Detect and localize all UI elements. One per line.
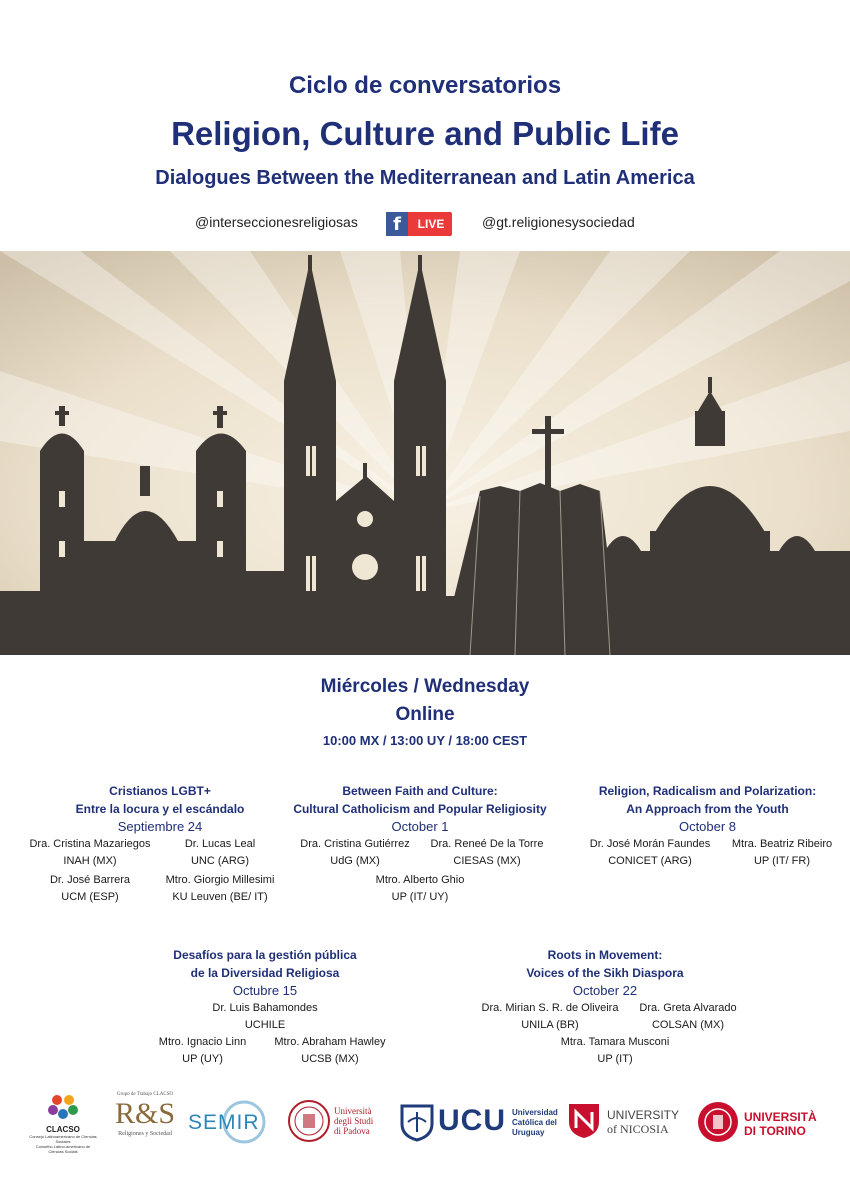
session-1: [40, 782, 280, 836]
speaker-name: Mtro. Alberto Ghio: [375, 874, 465, 886]
speaker-name: Dra. Cristina Gutiérrez: [300, 838, 410, 850]
nicosia-shield-icon: [567, 1102, 601, 1140]
clacso-name: CLACSO: [46, 1125, 80, 1134]
padova-line3: di Padova: [334, 1126, 370, 1136]
session-date: October 22: [572, 983, 638, 998]
clacso-sub2: Conselho Latino-americano de Ciências Sociais: [35, 1144, 91, 1154]
session-title-line2: Voices of the Sikh Diaspora: [526, 966, 684, 980]
speaker-name: Dr. Luis Bahamondes: [212, 1002, 318, 1014]
ucu-line1: Universidad: [512, 1108, 558, 1117]
speaker-affiliation: UCM (ESP): [61, 891, 119, 903]
rs-top: Grupo de Trabajo CLACSO: [116, 1092, 174, 1097]
padova-seal-icon: [288, 1098, 330, 1144]
speaker-name: Dra. Reneé De la Torre: [430, 838, 544, 850]
ucu-full-name: [512, 1108, 558, 1138]
session-date: October 1: [391, 819, 449, 834]
rs-mark: R&S: [114, 1097, 176, 1130]
semir-name: SEMIR: [188, 1111, 260, 1134]
event-time: 10:00 MX / 13:00 UY / 18:00 CEST: [322, 733, 528, 748]
speaker-name: Dra. Cristina Mazariegos: [29, 838, 151, 850]
clacso-sub1: Consejo Latinoamericano de Ciencias Sociales: [29, 1134, 97, 1144]
speaker-affiliation: UNC (ARG): [190, 855, 250, 867]
session-date: Septiembre 24: [117, 819, 203, 834]
live-label: LIVE: [417, 217, 445, 231]
session-title-line2: de la Diversidad Religiosa: [190, 966, 340, 980]
speaker-affiliation: KU Leuven (BE/ IT): [172, 891, 268, 903]
facebook-live-badge[interactable]: [386, 212, 452, 236]
session-title-line2: Cultural Catholicism and Popular Religiosity: [293, 802, 547, 816]
instagram-handle[interactable]: @interseccionesreligiosas: [195, 214, 358, 230]
cathedral-skyline-illustration: [0, 251, 850, 655]
subtitle: Dialogues Between the Mediterranean and Latin America: [155, 167, 695, 189]
speaker: [290, 836, 420, 870]
session-date: Octubre 15: [232, 983, 298, 998]
session-title-line1: Desafíos para la gestión pública: [173, 948, 357, 962]
speaker-affiliation: UP (IT/ FR): [753, 855, 810, 867]
torino-seal-icon: [696, 1100, 740, 1144]
speaker-affiliation: UP (IT): [597, 1053, 633, 1065]
speaker-affiliation: INAH (MX): [63, 855, 117, 867]
facebook-handle[interactable]: @gt.religionesysociedad: [482, 214, 635, 230]
padova-text: [334, 1106, 373, 1136]
speaker: [722, 836, 842, 870]
ucu-name: UCU: [438, 1104, 506, 1137]
clacso-logo: [28, 1092, 98, 1154]
speaker: [422, 836, 552, 870]
session-title-line1: Cristianos LGBT+: [109, 784, 211, 798]
speaker-name: Mtra. Tamara Musconi: [560, 1036, 670, 1048]
series-title: Ciclo de conversatorios: [288, 72, 562, 99]
speaker: [585, 836, 715, 870]
speaker-name: Mtro. Abraham Hawley: [274, 1036, 386, 1048]
ucu-shield-icon: [400, 1102, 434, 1142]
speaker-affiliation: UP (UY): [182, 1053, 223, 1065]
speaker-affiliation: UP (IT/ UY): [391, 891, 449, 903]
social-bar: [0, 212, 850, 238]
speaker: [145, 1034, 260, 1068]
rs-sub: Religiones y Sociedad: [118, 1131, 172, 1137]
skyline-banner: [0, 251, 850, 655]
session-date: October 8: [678, 819, 737, 834]
session-title-line2: Entre la locura y el escándalo: [75, 802, 245, 816]
padova-line2: degli Studi: [334, 1116, 374, 1126]
session-4: [140, 946, 390, 1000]
ucu-line2: Católica del: [512, 1118, 557, 1127]
speaker: [20, 872, 160, 906]
session-5: [480, 946, 730, 1000]
nicosia-logo: [567, 1102, 687, 1146]
session-title-line1: Religion, Radicalism and Polarization:: [598, 784, 817, 798]
speaker: [545, 1034, 685, 1068]
speaker-name: Dra. Greta Alvarado: [639, 1002, 737, 1014]
facebook-icon: f: [386, 212, 408, 236]
speaker: [150, 872, 290, 906]
speaker-name: Mtro. Giorgio Millesimi: [165, 874, 275, 886]
speaker-name: Mtra. Beatriz Ribeiro: [731, 838, 833, 850]
speaker: [265, 1034, 395, 1068]
ucu-line3: Uruguay: [512, 1128, 545, 1137]
speaker-affiliation: UNILA (BR): [521, 1019, 579, 1031]
event-day: Miércoles / Wednesday: [320, 676, 530, 697]
speaker-affiliation: CIESAS (MX): [453, 855, 521, 867]
speaker-name: Dr. Lucas Leal: [184, 838, 256, 850]
session-title-line1: Between Faith and Culture:: [342, 784, 498, 798]
speaker-name: Mtro. Ignacio Linn: [158, 1036, 247, 1048]
speaker-affiliation: COLSAN (MX): [651, 1019, 725, 1031]
speaker: [20, 836, 160, 870]
clacso-emblem-icon: [45, 1092, 81, 1120]
session-title-line1: Roots in Movement:: [547, 948, 663, 962]
speaker: [195, 1000, 335, 1034]
main-title: Religion, Culture and Public Life: [171, 115, 679, 152]
session-title-line2: An Approach from the Youth: [626, 802, 789, 816]
padova-line1: Università: [334, 1106, 372, 1116]
speaker-affiliation: UdG (MX): [330, 855, 380, 867]
ucu-logo: [400, 1102, 560, 1146]
event-mode: Online: [395, 704, 455, 725]
speaker: [628, 1000, 748, 1034]
speaker: [355, 872, 485, 906]
speaker-name: Dr. José Barrera: [49, 874, 131, 886]
torino-logo: [696, 1100, 826, 1148]
speaker-affiliation: CONICET (ARG): [608, 855, 692, 867]
speaker-affiliation: UCHILE: [244, 1019, 286, 1031]
padova-logo: [288, 1098, 383, 1150]
session-3: [580, 782, 835, 836]
nicosia-line2: of NICOSIA: [607, 1122, 669, 1136]
speaker-affiliation: UCSB (MX): [301, 1053, 359, 1065]
torino-text: [744, 1110, 817, 1138]
nicosia-text: [607, 1108, 679, 1136]
torino-line2: DI TORINO: [744, 1124, 806, 1138]
rs-logo: [105, 1092, 185, 1154]
nicosia-line1: UNIVERSITY: [607, 1108, 680, 1122]
torino-line1: UNIVERSITÀ: [744, 1110, 817, 1124]
speaker-name: Dra. Mirian S. R. de Oliveira: [481, 1002, 619, 1014]
speaker: [160, 836, 280, 870]
semir-logo: [188, 1098, 270, 1150]
speaker: [470, 1000, 630, 1034]
session-2: [275, 782, 565, 836]
speaker-name: Dr. José Morán Faundes: [589, 838, 711, 850]
